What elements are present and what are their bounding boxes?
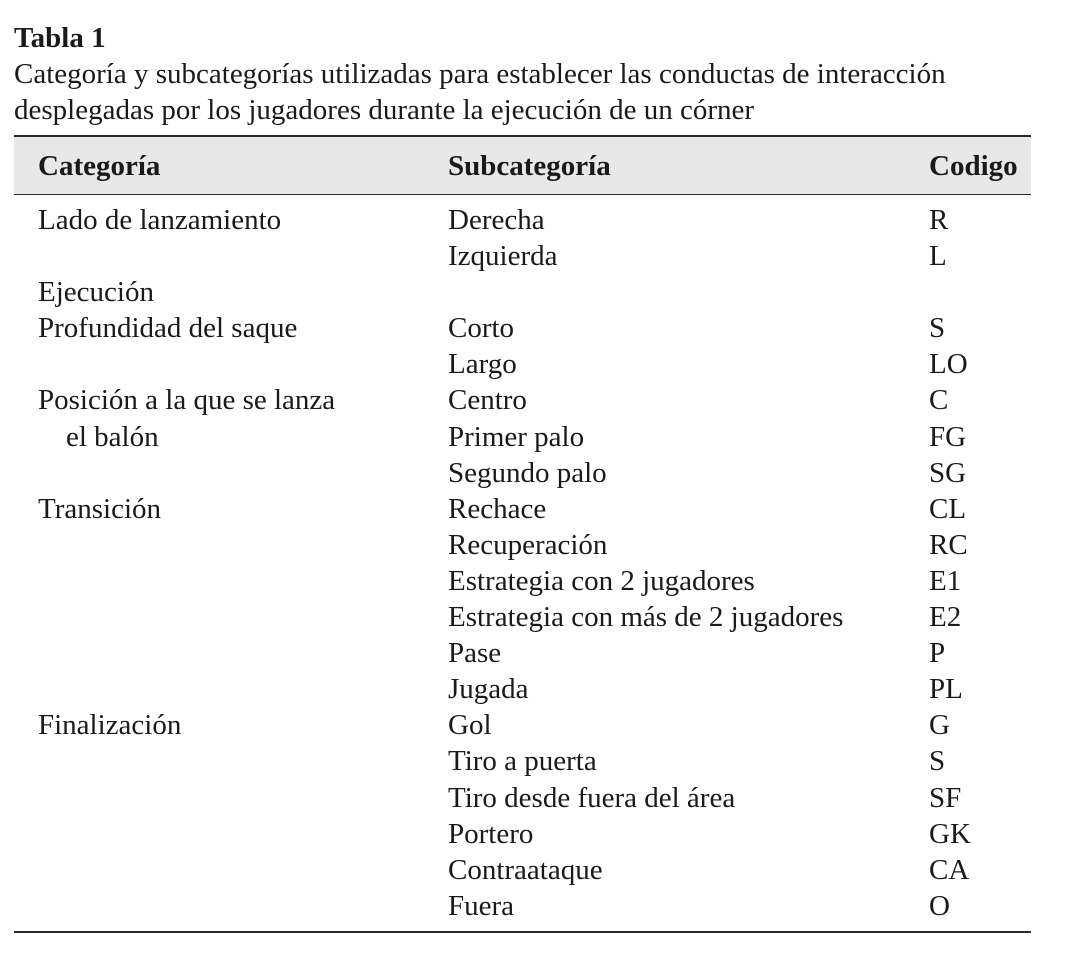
table-row <box>14 635 1031 671</box>
table-row <box>14 455 1031 491</box>
table-row <box>14 743 1031 779</box>
cell-category: Ejecución <box>38 276 154 309</box>
table-row <box>14 202 1031 238</box>
table-row <box>14 599 1031 635</box>
cell-code: O <box>929 889 950 922</box>
cell-code: G <box>929 709 950 742</box>
cell-code: S <box>929 745 946 778</box>
cell-subcategory: Izquierda <box>448 240 558 273</box>
cell-subcategory: Largo <box>448 348 517 381</box>
cell-code: SF <box>929 781 962 814</box>
cell-code: CA <box>929 853 970 886</box>
cell-code: GK <box>929 817 971 850</box>
cell-category: Lado de lanzamiento <box>38 204 282 236</box>
cell-subcategory: Segundo palo <box>448 456 607 489</box>
table-row <box>14 419 1031 455</box>
cell-subcategory: Estrategia con 2 jugadores <box>448 564 755 597</box>
cell-subcategory: Centro <box>448 384 527 417</box>
cell-category: el balón <box>66 420 159 453</box>
table-row <box>14 707 1031 743</box>
cell-subcategory: Portero <box>448 817 534 850</box>
cell-code: S <box>929 312 946 345</box>
cell-subcategory: Tiro desde fuera del área <box>448 781 736 814</box>
cell-subcategory: Corto <box>448 312 515 345</box>
header-code: Codigo <box>929 150 1018 182</box>
cell-code: FG <box>929 420 967 453</box>
header-category: Categoría <box>38 150 161 182</box>
table-row <box>14 780 1031 816</box>
table-row <box>14 852 1031 888</box>
header-subcategory: Subcategoría <box>448 150 611 182</box>
cell-subcategory: Primer palo <box>448 420 585 453</box>
cell-code: PL <box>929 673 963 706</box>
cell-code: LO <box>929 348 968 381</box>
table-label: Tabla 1 <box>14 22 106 54</box>
cell-category: Profundidad del saque <box>38 312 298 345</box>
caption-line: Categoría y subcategorías utilizadas para establecer las conductas de interacción <box>14 58 946 90</box>
cell-code: E2 <box>929 601 962 634</box>
cell-subcategory: Rechace <box>448 492 547 525</box>
cell-code: RC <box>929 528 968 561</box>
cell-code: P <box>929 637 946 670</box>
table-row <box>14 491 1031 527</box>
table-bottom-rule <box>14 931 1031 933</box>
table-body <box>14 202 1031 924</box>
cell-subcategory: Contraataque <box>448 853 603 886</box>
table-row <box>14 563 1031 599</box>
cell-code: E1 <box>929 564 962 597</box>
table-row <box>14 671 1031 707</box>
cell-subcategory: Derecha <box>448 204 545 236</box>
table-row <box>14 816 1031 852</box>
table-row <box>14 527 1031 563</box>
cell-category: Posición a la que se lanza <box>38 384 336 417</box>
cell-code: L <box>929 240 947 273</box>
cell-code: CL <box>929 492 967 525</box>
table-header <box>14 137 1031 195</box>
table-caption <box>14 56 1072 128</box>
cell-subcategory: Gol <box>448 709 492 742</box>
cell-subcategory: Tiro a puerta <box>448 745 597 778</box>
caption-line: desplegadas por los jugadores durante la ejecución de un córner <box>14 94 755 126</box>
cell-code: SG <box>929 456 967 489</box>
table-row <box>14 382 1031 418</box>
cell-code: R <box>929 204 949 236</box>
table-row <box>14 346 1031 382</box>
cell-subcategory: Estrategia con más de 2 jugadores <box>448 601 844 634</box>
table-row <box>14 274 1031 310</box>
cell-subcategory: Pase <box>448 637 502 670</box>
cell-subcategory: Jugada <box>448 673 529 706</box>
table-row <box>14 888 1031 924</box>
cell-category: Transición <box>38 492 161 525</box>
cell-subcategory: Fuera <box>448 889 515 922</box>
table-row <box>14 238 1031 274</box>
table-row <box>14 310 1031 346</box>
cell-subcategory: Recuperación <box>448 528 608 561</box>
cell-category: Finalización <box>38 709 182 742</box>
cell-code: C <box>929 384 949 417</box>
